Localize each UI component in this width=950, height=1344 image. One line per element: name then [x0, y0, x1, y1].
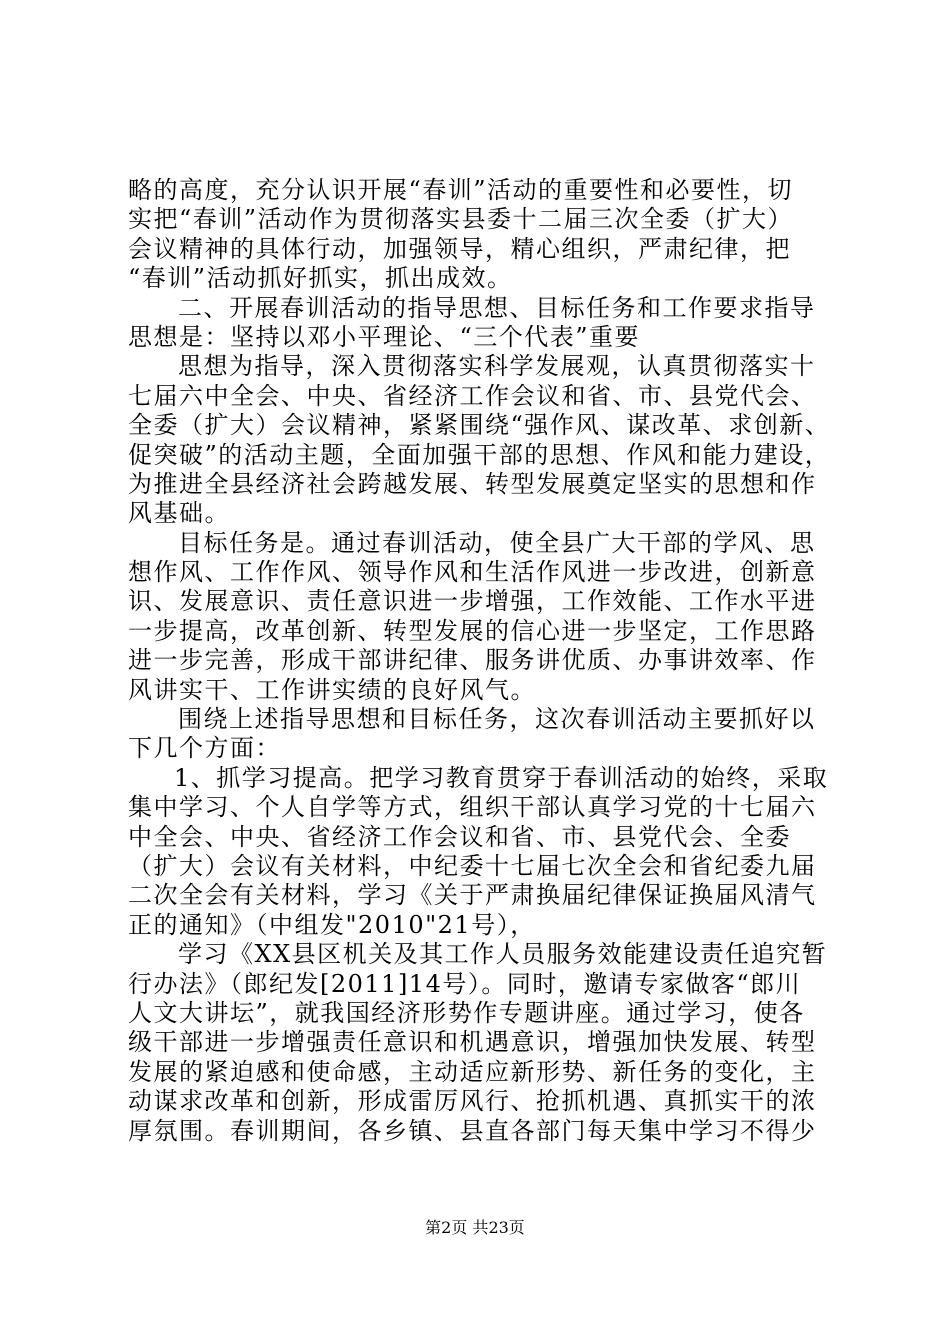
text-line: 略的高度，充分认识开展“春训”活动的重要性和必要性，切	[128, 176, 794, 204]
text-line: 行办法》（郎纪发[2011]14号）。同时，邀请专家做客“郎川	[128, 969, 802, 998]
text-line: 正的通知》（中组发"2010"21号），	[128, 910, 536, 939]
text-line: 思想为指导，深入贯彻落实科学发展观，认真贯彻落实十	[178, 352, 816, 381]
text-line: 促突破”的活动主题，全面加强干部的思想、作风和能力建设，	[128, 440, 831, 469]
text-line: 下几个方面：	[128, 734, 281, 763]
text-line: 人文大讲坛”，就我国经济形势作专题讲座。通过学习，使各	[128, 998, 805, 1027]
text-line: 二、开展春训活动的指导思想、目标任务和工作要求指导	[178, 293, 816, 322]
text-line: 识、发展意识、责任意识进一步增强，工作效能、工作水平进	[128, 587, 817, 616]
text-line: 二次全会有关材料，学习《关于严肃换届纪律保证换届风清气	[128, 881, 817, 910]
page-number: 第2页 共23页	[425, 1218, 525, 1237]
text-line: 为推进全县经济社会跨越发展、转型发展奠定坚实的思想和作	[128, 469, 817, 498]
text-line: 围绕上述指导思想和目标任务，这次春训活动主要抓好以	[178, 705, 816, 734]
text-line: 集中学习、个人自学等方式，组织干部认真学习党的十七届六	[128, 793, 817, 822]
document-body	[128, 176, 834, 1146]
text-line: 一步提高，改革创新、转型发展的信心进一步坚定，工作思路	[128, 616, 817, 645]
text-line: 思想是：坚持以邓小平理论、“三个代表”重要	[128, 322, 641, 351]
text-line: 学习《XX县区机关及其工作人员服务效能建设责任追究暂	[178, 940, 828, 969]
text-line: 目标任务是。通过春训活动，使全县广大干部的学风、思	[178, 528, 816, 557]
text-line: （扩大）会议有关材料，中纪委十七届七次全会和省纪委九届	[128, 851, 817, 880]
text-line: 风讲实干、工作讲实绩的良好风气。	[128, 675, 536, 704]
text-line: 风基础。	[128, 499, 230, 528]
text-line: 七届六中全会、中央、省经济工作会议和省、市、县党代会、	[128, 381, 817, 410]
text-line: 动谋求改革和创新，形成雷厉风行、抢抓机遇、真抓实干的浓	[128, 1087, 817, 1116]
text-line: 级干部进一步增强责任意识和机遇意识，增强加快发展、转型	[128, 1028, 817, 1057]
text-line: 中全会、中央、省经济工作会议和省、市、县党代会、全委	[128, 822, 791, 851]
text-line: 厚氛围。春训期间，各乡镇、县直各部门每天集中学习不得少	[128, 1116, 817, 1145]
text-line: 实把“春训”活动作为贯彻落实县委十二届三次全委（扩大）	[128, 205, 794, 234]
text-line: 想作风、工作作风、领导作风和生活作风进一步改进，创新意	[128, 558, 817, 587]
text-line: “春训”活动抓好抓实，抓出成效。	[128, 264, 513, 293]
text-line: 全委（扩大）会议精神，紧紧围绕“强作风、谋改革、求创新、	[128, 411, 831, 440]
text-line: 进一步完善，形成干部讲纪律、服务讲优质、办事讲效率、作	[128, 646, 817, 675]
text-line: 会议精神的具体行动，加强领导，精心组织，严肃纪律，把	[128, 234, 791, 263]
text-line: 发展的紧迫感和使命感，主动适应新形势、新任务的变化，主	[128, 1057, 817, 1086]
text-line: 1、抓学习提高。把学习教育贯穿于春训活动的始终，采取	[174, 763, 829, 792]
